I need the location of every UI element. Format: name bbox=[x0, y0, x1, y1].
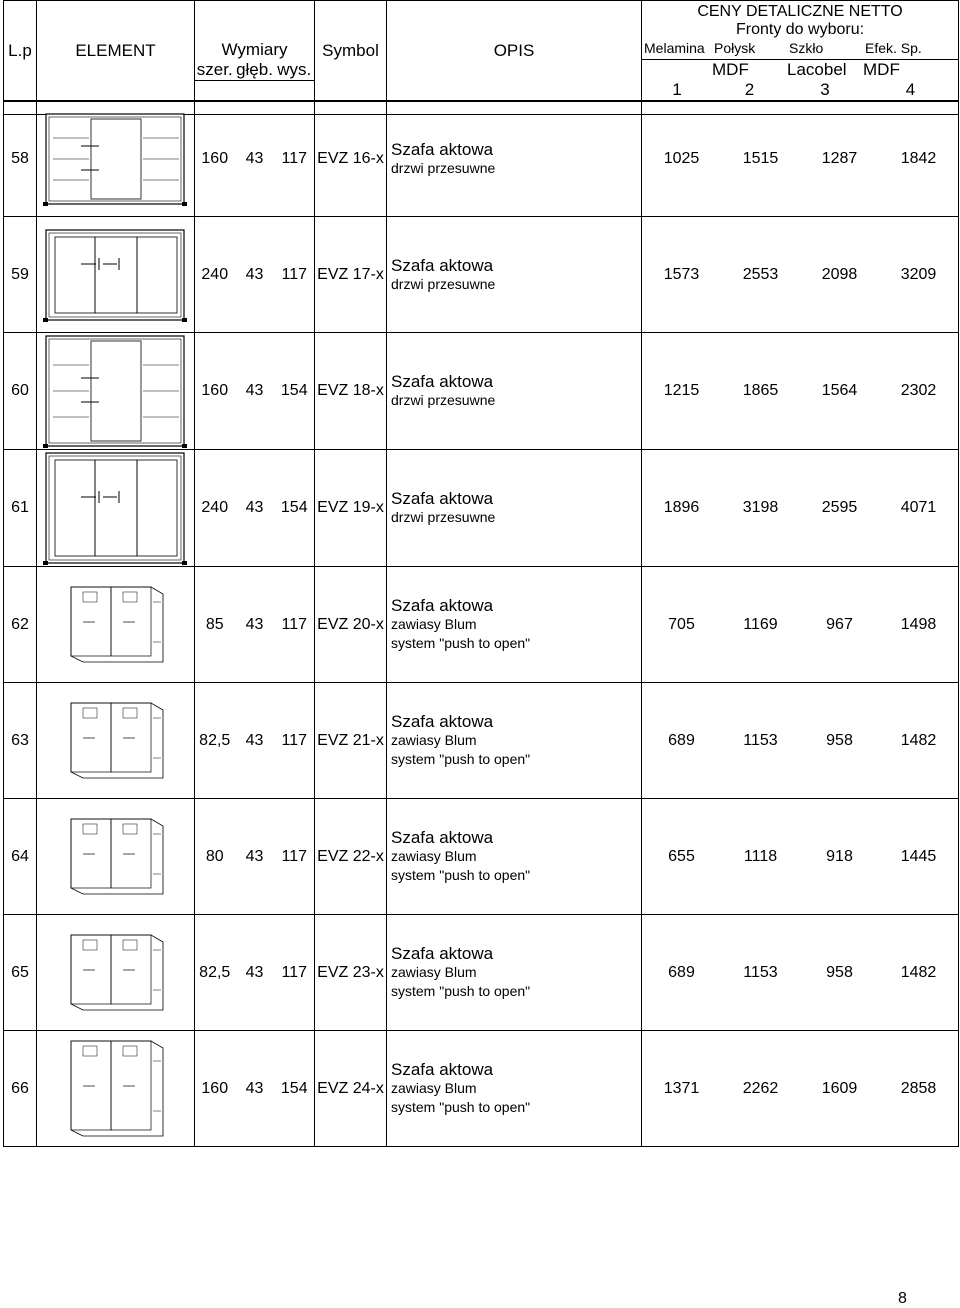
row-symbol: EVZ 18-x bbox=[315, 333, 387, 450]
price-front-4: 4071 bbox=[900, 499, 937, 516]
row-symbol: EVZ 23-x bbox=[315, 915, 387, 1031]
price-front-1: 1371 bbox=[663, 1079, 700, 1097]
table-row bbox=[4, 450, 959, 567]
row-opis-line3: system "push to open" bbox=[391, 751, 531, 767]
header-gleb: głęb. bbox=[236, 59, 273, 79]
header-prices bbox=[642, 1, 959, 60]
price-front-3: 2595 bbox=[821, 499, 858, 516]
row-lp: 66 bbox=[4, 1031, 37, 1147]
row-gleb: 43 bbox=[235, 333, 275, 450]
row-szer: 240 bbox=[195, 217, 235, 333]
front-1-line2 bbox=[642, 61, 712, 79]
price-front-4: 1498 bbox=[900, 615, 937, 633]
price-front-1: 705 bbox=[668, 615, 695, 633]
price-front-4: 3209 bbox=[900, 265, 937, 283]
furniture-drawing bbox=[37, 333, 195, 450]
row-opis-line2: drzwi przesuwne bbox=[391, 509, 496, 525]
row-prices bbox=[642, 217, 959, 333]
row-symbol: EVZ 19-x bbox=[315, 450, 387, 567]
header-row-1 bbox=[4, 1, 959, 60]
row-opis-line3: system "push to open" bbox=[391, 1099, 531, 1115]
row-opis-title: Szafa aktowa bbox=[391, 139, 494, 159]
row-wys: 117 bbox=[275, 683, 315, 799]
price-front-3: 1287 bbox=[821, 149, 858, 167]
price-front-3: 958 bbox=[826, 963, 853, 981]
row-symbol: EVZ 16-x bbox=[315, 101, 387, 217]
row-opis-title: Szafa aktowa bbox=[391, 828, 494, 847]
header-lp: L.p bbox=[4, 1, 37, 102]
row-wys: 117 bbox=[275, 915, 315, 1031]
price-front-3: 2098 bbox=[821, 265, 858, 283]
price-front-1: 1025 bbox=[663, 149, 700, 167]
row-opis-line2: zawiasy Blum bbox=[391, 964, 477, 980]
furniture-drawing bbox=[37, 915, 195, 1031]
header-szer: szer. bbox=[195, 60, 235, 81]
row-gleb: 43 bbox=[235, 567, 275, 683]
row-opis bbox=[387, 799, 642, 915]
row-gleb: 43 bbox=[235, 915, 275, 1031]
row-szer: 82,5 bbox=[195, 683, 235, 799]
furniture-drawing bbox=[37, 450, 195, 567]
table-row bbox=[4, 915, 959, 1031]
table-row bbox=[4, 567, 959, 683]
front-4-line2: MDF bbox=[863, 60, 900, 79]
header-opis: OPIS bbox=[387, 1, 642, 102]
row-lp: 59 bbox=[4, 217, 37, 333]
row-szer: 160 bbox=[195, 1031, 235, 1147]
row-opis bbox=[387, 333, 642, 450]
row-wys: 117 bbox=[275, 217, 315, 333]
row-wys: 154 bbox=[275, 333, 315, 450]
furniture-drawing bbox=[37, 683, 195, 799]
price-front-2: 1515 bbox=[742, 149, 779, 167]
page-number: 8 bbox=[898, 1290, 907, 1307]
row-symbol: EVZ 21-x bbox=[315, 683, 387, 799]
row-lp: 63 bbox=[4, 683, 37, 799]
furniture-drawing bbox=[37, 799, 195, 915]
row-opis-line2: zawiasy Blum bbox=[391, 1080, 477, 1096]
front-3-line2: Lacobel bbox=[787, 60, 847, 79]
front-2-line1: Połysk bbox=[714, 40, 756, 56]
header-ceny: CENY DETALICZNE NETTO bbox=[697, 3, 903, 20]
row-prices bbox=[642, 683, 959, 799]
row-gleb: 43 bbox=[235, 799, 275, 915]
row-lp: 58 bbox=[4, 101, 37, 217]
row-prices bbox=[642, 1031, 959, 1147]
header-wymiary: Wymiary bbox=[195, 1, 315, 60]
price-front-4: 1445 bbox=[900, 847, 937, 865]
price-front-1: 1573 bbox=[663, 265, 700, 283]
row-prices bbox=[642, 333, 959, 450]
header-symbol: Symbol bbox=[315, 1, 387, 102]
price-front-4: 2302 bbox=[900, 382, 937, 399]
row-opis-line2: zawiasy Blum bbox=[391, 848, 477, 864]
row-opis-title: Szafa aktowa bbox=[391, 372, 494, 391]
front-3-num: 3 bbox=[820, 80, 830, 100]
price-front-2: 3198 bbox=[742, 499, 779, 516]
row-opis bbox=[387, 450, 642, 567]
row-opis bbox=[387, 217, 642, 333]
table-row bbox=[4, 799, 959, 915]
front-4-line1: Efek. Sp. bbox=[865, 40, 922, 56]
price-front-2: 2553 bbox=[742, 265, 779, 283]
front-3-line1: Szkło bbox=[789, 40, 824, 56]
row-szer: 160 bbox=[195, 101, 235, 217]
row-lp: 64 bbox=[4, 799, 37, 915]
front-1-line1: Melamina bbox=[644, 40, 705, 56]
row-lp: 61 bbox=[4, 450, 37, 567]
row-symbol: EVZ 22-x bbox=[315, 799, 387, 915]
row-prices bbox=[642, 915, 959, 1031]
price-front-1: 1215 bbox=[663, 382, 700, 399]
price-front-1: 689 bbox=[668, 963, 695, 981]
price-front-3: 1609 bbox=[821, 1079, 858, 1097]
price-front-2: 1169 bbox=[743, 615, 778, 633]
row-gleb: 43 bbox=[235, 101, 275, 217]
row-opis-title: Szafa aktowa bbox=[391, 596, 494, 615]
row-gleb: 43 bbox=[235, 683, 275, 799]
table-row bbox=[4, 217, 959, 333]
rows-table bbox=[3, 100, 959, 1147]
row-symbol: EVZ 20-x bbox=[315, 567, 387, 683]
price-front-1: 689 bbox=[668, 731, 695, 749]
row-wys: 154 bbox=[275, 1031, 315, 1147]
price-front-2: 1153 bbox=[743, 731, 778, 749]
price-front-1: 1896 bbox=[663, 499, 700, 516]
furniture-drawing bbox=[37, 567, 195, 683]
price-front-2: 1865 bbox=[742, 382, 779, 399]
price-front-3: 1564 bbox=[821, 382, 858, 399]
row-szer: 82,5 bbox=[195, 915, 235, 1031]
row-opis bbox=[387, 101, 642, 217]
row-opis-line2: zawiasy Blum bbox=[391, 732, 477, 748]
row-symbol: EVZ 17-x bbox=[315, 217, 387, 333]
table-row bbox=[4, 683, 959, 799]
price-front-4: 2858 bbox=[900, 1079, 937, 1097]
row-prices bbox=[642, 450, 959, 567]
row-opis-title: Szafa aktowa bbox=[391, 489, 494, 508]
row-lp: 65 bbox=[4, 915, 37, 1031]
price-front-4: 1482 bbox=[900, 731, 937, 749]
furniture-drawing bbox=[37, 1031, 195, 1147]
row-gleb: 43 bbox=[235, 1031, 275, 1147]
row-opis-line2: drzwi przesuwne bbox=[391, 392, 496, 408]
price-table bbox=[3, 0, 959, 115]
price-front-3: 958 bbox=[826, 731, 853, 749]
row-lp: 62 bbox=[4, 567, 37, 683]
row-opis-title: Szafa aktowa bbox=[391, 255, 494, 275]
furniture-drawing bbox=[37, 101, 195, 217]
row-opis-title: Szafa aktowa bbox=[391, 1060, 494, 1079]
price-front-2: 2262 bbox=[742, 1079, 779, 1097]
row-opis-title: Szafa aktowa bbox=[391, 944, 494, 963]
header-element: ELEMENT bbox=[37, 1, 195, 102]
row-prices bbox=[642, 101, 959, 217]
table-row bbox=[4, 1031, 959, 1147]
front-1-num: 1 bbox=[672, 80, 682, 100]
price-front-1: 655 bbox=[668, 847, 695, 865]
row-wys: 117 bbox=[275, 101, 315, 217]
table-row bbox=[4, 101, 959, 217]
row-opis-line2: drzwi przesuwne bbox=[391, 159, 496, 176]
row-opis-line2: zawiasy Blum bbox=[391, 616, 477, 632]
price-front-4: 1482 bbox=[900, 963, 937, 981]
price-front-3: 918 bbox=[826, 847, 853, 865]
row-opis-title: Szafa aktowa bbox=[391, 712, 494, 731]
row-symbol: EVZ 24-x bbox=[315, 1031, 387, 1147]
table-row bbox=[4, 333, 959, 450]
front-2-line2: MDF bbox=[712, 60, 749, 79]
row-szer: 240 bbox=[195, 450, 235, 567]
row-opis bbox=[387, 915, 642, 1031]
front-4-num: 4 bbox=[905, 80, 916, 100]
row-opis-line3: system "push to open" bbox=[391, 867, 531, 883]
row-prices bbox=[642, 799, 959, 915]
header-fronty: Fronty do wyboru: bbox=[735, 21, 865, 38]
row-gleb: 43 bbox=[235, 217, 275, 333]
price-front-2: 1153 bbox=[743, 963, 778, 981]
header-wys: wys. bbox=[275, 60, 315, 81]
row-wys: 154 bbox=[275, 450, 315, 567]
row-szer: 85 bbox=[195, 567, 235, 683]
furniture-drawing bbox=[37, 217, 195, 333]
row-opis bbox=[387, 1031, 642, 1147]
row-opis bbox=[387, 567, 642, 683]
row-opis-line3: system "push to open" bbox=[391, 983, 531, 999]
price-front-4: 1842 bbox=[900, 149, 937, 167]
price-front-2: 1118 bbox=[743, 847, 778, 865]
row-wys: 117 bbox=[275, 799, 315, 915]
row-gleb: 43 bbox=[235, 450, 275, 567]
row-opis bbox=[387, 683, 642, 799]
row-lp: 60 bbox=[4, 333, 37, 450]
row-opis-line2: drzwi przesuwne bbox=[391, 275, 496, 292]
row-prices bbox=[642, 567, 959, 683]
front-2-num: 2 bbox=[744, 80, 755, 100]
row-opis-line3: system "push to open" bbox=[391, 635, 531, 651]
row-wys: 117 bbox=[275, 567, 315, 683]
row-szer: 80 bbox=[195, 799, 235, 915]
price-front-3: 967 bbox=[826, 615, 853, 633]
row-szer: 160 bbox=[195, 333, 235, 450]
